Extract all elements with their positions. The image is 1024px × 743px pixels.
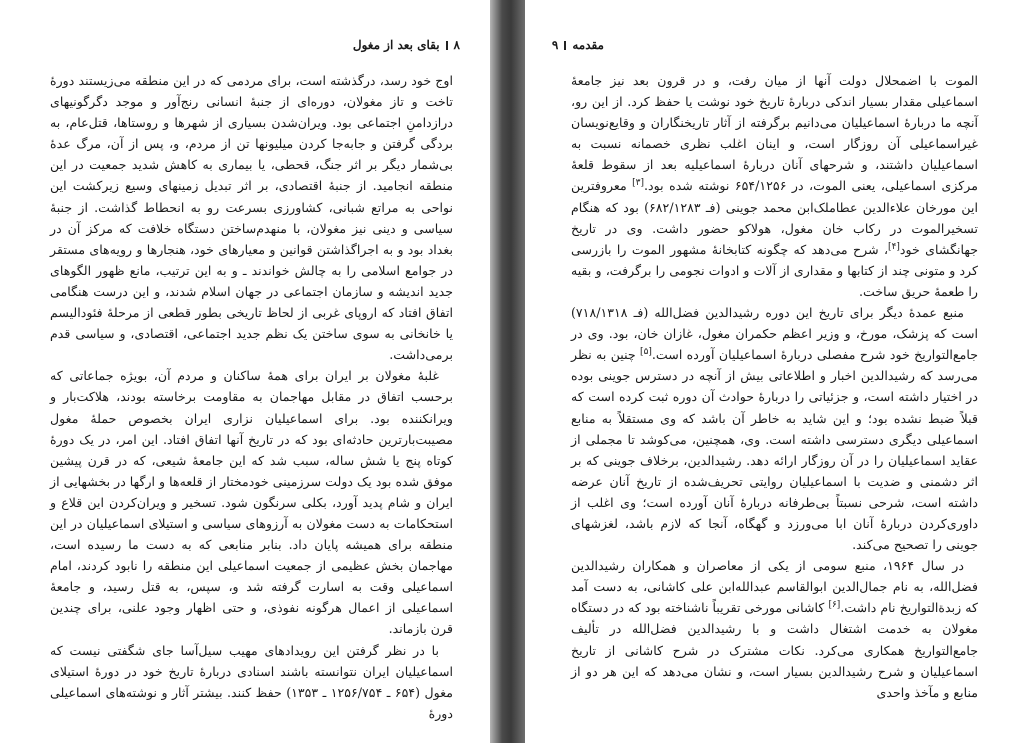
text-run: ، شرح می‌دهد که چگونه کتابخانهٔ مشهور الموت را بازرسی کرد و متونی چند از کتابها و مقداری از آلات و ادوات نجومی را برگرفت، و بقیه را طعمهٔ حریق ساخت. (571, 241, 978, 299)
right-page-number: ۹ (551, 38, 559, 52)
paragraph: با در نظر گرفتن این رویدادهای مهیب سیل‌آسا جای شگفتی نیست که اسماعیلیان ایران نتوانسته باشند اسنادی دربارهٔ تاریخ خود در دورهٔ استیلای مغول (۶۵۴ ـ ۱۲۵۶/۷۵۴ ـ ۱۳۵۳) حفظ کنند. بیشتر آثار و نوشته‌های اسماعیلی دورهٔ (50, 642, 453, 721)
book-gutter (490, 0, 525, 743)
text-run: منبع عمدهٔ دیگر برای تاریخ این دوره رشیدالدین فضل‌الله (فـ ۷۱۸/۱۳۱۸) است که پزشک، مورخ، و وزیر اعظم حکمران مغول، غازان خان، بود. وی در جامع‌التواریخ خود شرح مفصلی دربارهٔ اسماعیلیان آورده است. (571, 305, 978, 363)
footnote-marker: [۴] (888, 241, 900, 252)
paragraph (571, 302, 978, 555)
footnote-marker: [۳] (632, 178, 645, 189)
left-book-page (0, 0, 490, 743)
text-run: در سال ۱۹۶۴، منبع سومی از یکی از معاصران و همکاران رشیدالدین فضل‌الله، به نام جمال‌الدین ابوالقاسم عبدالله‌ابن علی کاشانی، به دست آمد که زبدةالتواریخ نام داشت. (571, 558, 979, 616)
right-book-page (525, 0, 1024, 743)
right-page-body (571, 70, 978, 703)
text-run: معروفترین این مورخان علاءالدین عطاملک‌ابن محمد جوینی (فـ ۶۸۲/۱۲۸۳) بود که هنگام تسخیرالموت در رکاب خان مغول، هولاکو حضور داشت. وی در تاریخ جهانگشای خود (571, 178, 979, 257)
header-square-icon (564, 41, 566, 50)
left-header-title: بقای بعد از مغول (352, 38, 440, 52)
header-square-icon (446, 41, 448, 50)
right-running-header (551, 34, 604, 56)
text-run: چنین به نظر می‌رسد که رشیدالدین اخبار و اطلاعاتی بیش از آنچه در دسترس جوینی بوده در اختیار داشته است، و جزئیاتی را دربارهٔ حوادث آن دوره ثبت کرده است که قبلاً ضبط نشده بود؛ و این شاید به خاطر آن باشد که وی مستقلاً به منابع اسماعیلی دیگری دسترسی داشته است. وی، همچنین، می‌کوشد تا مجملی از عقاید اسماعیلیان را در آن روزگار ارائه دهد. رشیدالدین، برخلاف جوینی که بر اثر دشمنی و ضدیت با اسماعیلیان روایتی تحریف‌شده از تاریخ آنان عرضه داشته است، شرحی نسبتاً بی‌طرفانه دربارهٔ آنان آورده است؛ وی اغلب از داوری‌کردن دربارهٔ آنان ابا می‌ورزد و گهگاه، آنجا که لازم باشد، لغزشهای جوینی را تصحیح می‌کند. (571, 347, 978, 553)
text-run: الموت با اضمحلال دولت آنها از میان رفت، و در قرون بعد نیز جامعهٔ اسماعیلی مقدار بسیار اندکی دربارهٔ تاریخ خود نوشت یا حفظ کرد. از این رو، آنچه ما دربارهٔ اسماعیلیان می‌دانیم برگرفته از آثار تاریخنگاران و وقایع‌نویسان غیراسماعیلی آن روزگار است، و اینان اغلب نظری خصمانه نسبت به اسماعیلیان داشتند، و شرحهای آنان دربارهٔ اسماعیلیه بعد از سقوط قلعهٔ مرکزی اسماعیلی، یعنی الموت، در ۶۵۴/۱۲۵۶ نوشته شده بود. (571, 73, 978, 194)
paragraph: غلبهٔ مغولان بر ایران برای همهٔ ساکنان و مردم آن، بویژه جماعاتی که برحسب اتفاق در مقابل مهاجمان به مقاومت برخاسته بودند، هلاکت‌بار و ویرانکننده بود. برای اسماعیلیان نزاری ایران بخصوص حملهٔ مغول مصیبت‌بارترین حادثه‌ای بود که در تاریخ آنها اتفاق افتاد. این امر، در یک دورهٔ کوتاه پنج یا شش ساله، سبب شد که این جامعهٔ شیعی، که در قرن پیشین موفق شده بود یک دولت سرزمینی خودمختار از قلعه‌ها و ارگها در بخشهایی از ایران و شام پدید آورد، بکلی سرنگون شود. تسخیر و ویران‌کردن این قلاع و استحکامات به دست مغولان به آرزوهای سیاسی و استیلای اسماعیلیان در این منطقه برای همیشه پایان داد. بنابر منابعی که به دست ما رسیده است، مهاجمان بخش عظیمی از جمعیت اسماعیلی این منطقه را نابود کردند، امام اسماعیلی وقت به اسارت گرفته شد و، سپس، به قتل رسید، و جامعهٔ اسماعیلی از اعمال هرگونه نفوذی، و حتی اظهار وجود علنی، برای چندین قرن بازماند. (50, 368, 453, 637)
paragraph (571, 70, 978, 302)
left-page-number: ۸ (453, 38, 460, 52)
footnote-marker: [۵] (640, 347, 652, 358)
paragraph: اوج خود رسد، درگذشته است، برای مردمی که در این منطقه می‌زیستند دورهٔ تاخت و تاز مغولان، دوره‌ای از جنبهٔ انسانی رنج‌آور و موجد دگرگونیهای درازدامنِ اجتماعی بود. ویران‌شدن بسیاری از شهرها و روستاها، قتل‌عام، به بردگی گرفتن و جابه‌جا کردن میلیونها تن از مردم، و، پس از آن، مرگ عدهٔ بی‌شمار دیگر بر اثر جنگ، قحطی، یا بیماری به کاهش شدید جمعیت در این منطقه انجامید. از جنبهٔ اقتصادی، بر اثر تبدیل زمینهای وسیع زیرکشت این نواحی به مراتع شبانی، کشاورزی بسرعت رو به انحطاط گذاشت. از جنبهٔ سیاسی و دینی نیز مغولان، با منهدم‌ساختن دستگاه خلافت که مرکز آن در بغداد بود و به اجراگذاشتن قوانین و معیارهای خود، هنجارها و رویه‌های مستقر در جوامع اسلامی را به چالش خواندند ـ و به این ترتیب، مانع ظهور الگوهای جدید اندیشه و سازمان اجتماعی در جهان اسلام شدند، و این درست هنگامی اتفاق افتاد که اروپای غربی از لحاظ تاریخی بطور قطعی از مرحلهٔ فئودالیسم یا خانخانی به سوی ساختن یک نظم جدید اجتماعی، اقتصادی، و سیاسی قدم برمی‌داشت. (50, 73, 453, 363)
paragraph (571, 555, 978, 703)
text-run: کاشانی مورخی تقریباً ناشناخته بود که در دستگاه مغولان به خدمت اشتغال داشت و با رشیدالدین فضل‌الله در تألیف جامع‌التواریخ همکاری می‌کرد. نکات مشترک در شرح کاشانی از تاریخ اسماعیلیان و شرح رشیدالدین بسیار است، و نشان می‌دهد که این هر دو از منابع و مآخذ واحدی (571, 600, 978, 700)
left-page-body (50, 70, 453, 724)
footnote-marker: [۶] (828, 600, 841, 611)
right-header-title: مقدمه (572, 38, 604, 52)
left-running-header (352, 34, 460, 56)
